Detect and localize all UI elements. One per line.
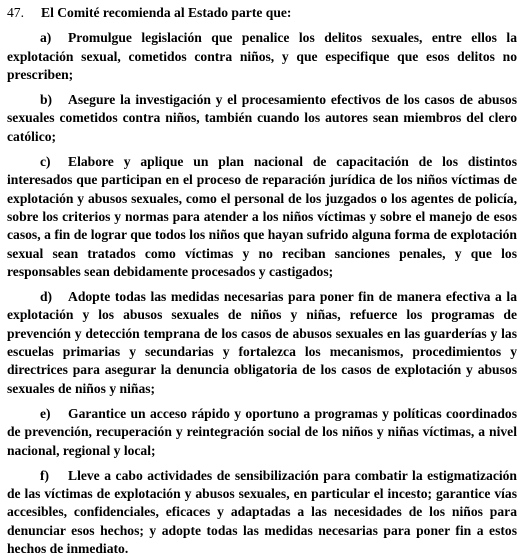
item-letter: c) xyxy=(40,154,51,170)
recommendation-item-b xyxy=(7,91,517,146)
recommendation-item-a xyxy=(7,29,517,84)
recommendation-item-e xyxy=(7,405,517,460)
item-text: Garantice un acceso rápido y oportuno a programas y políticas coordinados de prevención, recuperación y reintegración social de los niños y niñas víctimas, a nivel nacional, regional y local; xyxy=(7,405,517,458)
recommendation-item-d xyxy=(7,288,517,398)
item-letter: e) xyxy=(40,405,51,421)
paragraph-heading xyxy=(7,4,517,22)
paragraph-intro: El Comité recomienda al Estado parte que: xyxy=(41,5,292,20)
item-text: Promulgue legislación que penalice los delitos sexuales, entre ellos la explotación sexual, cometidos contra niños, y que especifique que esos delitos no prescriben; xyxy=(7,30,517,82)
item-text: Lleve a cabo actividades de sensibilización para combatir la estigmatización de las víctimas de explotación y abusos sexuales, en particular el incesto; garantice vías accesibles, confidenciales, eficaces y adaptadas a las necesidades de los niños para denunciar esos hechos; y adopte todas las medidas necesarias para poner fin a estos hechos de inmediato. xyxy=(7,467,517,557)
recommendation-item-f xyxy=(7,467,517,558)
item-letter: d) xyxy=(40,289,53,305)
item-letter: f) xyxy=(40,467,50,483)
item-text: Asegure la investigación y el procesamiento efectivos de los casos de abusos sexuales cometidos contra niños, también cuando los autores sean miembros del clero católico; xyxy=(7,92,517,144)
paragraph-number: 47. xyxy=(7,5,24,20)
item-text: Elabore y aplique un plan nacional de capacitación de los distintos interesados que participan en el proceso de reparación jurídica de los niños víctimas de explotación y abusos sexuales, como el personal de los juzgados o los agentes de policía, sobre los criterios y normas para atender a los niños víctimas y sobre el manejo de esos casos, a fin de lograr que todos los niños que hayan sufrido alguna forma de explotación sexual sean tratados como víctimas y no reciban sanciones penales, y que los responsables sean debidamente procesados y castigados; xyxy=(7,154,517,279)
item-text: Adopte todas las medidas necesarias para poner fin de manera efectiva a la explotación y los abusos sexuales de niños y niñas, refuerce los programas de prevención y detección temprana de los casos de abusos sexuales en las guarderías y las escuelas primarias y secundarias y fortalezca los mecanismos, procedimientos y directrices para asegurar la denuncia obligatoria de los casos de explotación y abusos sexuales de niños y niñas; xyxy=(7,289,517,396)
item-letter: a) xyxy=(40,30,52,46)
item-letter: b) xyxy=(40,92,53,108)
recommendation-item-c xyxy=(7,153,517,281)
